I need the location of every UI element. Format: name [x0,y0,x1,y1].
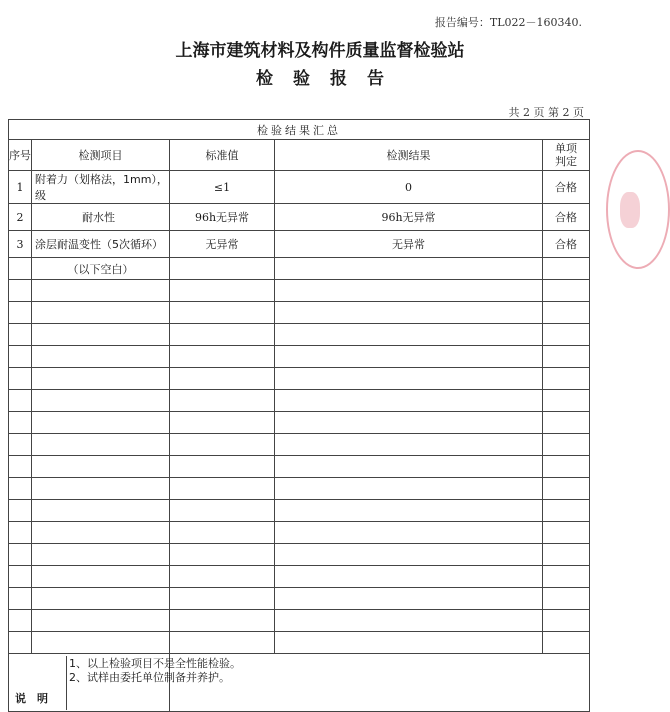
empty-row [9,478,590,500]
header-item: 检测项目 [32,140,170,171]
notes-label-text: 说 明 [9,656,67,710]
notes-text [69,654,590,712]
empty-row [9,390,590,412]
empty-row [9,610,590,632]
empty-row [9,632,590,654]
empty-row [9,412,590,434]
empty-row [9,324,590,346]
header-judgment-line2: 判定 [555,155,577,168]
header-seq: 序号 [9,140,32,171]
row-seq: 1 [9,171,32,204]
empty-row [9,346,590,368]
row-result: 96h无异常 [275,204,543,231]
report-title: 检验报告 [256,69,404,89]
row-item: 涂层耐温变性（5次循环） [32,231,170,258]
empty-row [9,566,590,588]
row-item: 附着力（划格法，1mm），级 [32,171,170,204]
table-row [9,171,590,204]
row-judgment: 合格 [543,204,590,231]
table-caption: 检验结果汇总 [9,120,590,140]
row-judgment: 合格 [543,231,590,258]
empty-row [9,302,590,324]
empty-row [9,588,590,610]
empty-row [9,522,590,544]
empty-row [9,434,590,456]
row-standard: 96h无异常 [170,204,275,231]
institution-name: 上海市建筑材料及构件质量监督检验站 [175,41,465,61]
results-table [8,119,590,712]
row-standard: ≤1 [170,171,275,204]
report-number: 报告编号：TL022－160340. [434,16,582,29]
header-result: 检测结果 [275,140,543,171]
blank-marker: （以下空白） [32,258,170,280]
row-standard: 无异常 [170,231,275,258]
row-seq: 2 [9,204,32,231]
empty-row [9,280,590,302]
table-row [9,231,590,258]
header-judgment [543,140,590,171]
row-item: 耐水性 [32,204,170,231]
note-line: 2、试样由委托单位制备并养护。 [69,671,230,684]
row-result: 0 [275,171,543,204]
page-info: 共 2 页 第 2 页 [508,106,584,119]
row-judgment: 合格 [543,171,590,204]
empty-row [9,500,590,522]
header-standard: 标准值 [170,140,275,171]
official-stamp [606,150,670,269]
empty-row [9,368,590,390]
header-judgment-line1: 单项 [555,142,577,155]
row-seq: 3 [9,231,32,258]
empty-row [9,544,590,566]
empty-row [9,456,590,478]
table-row [9,204,590,231]
note-line: 1、以上检验项目不是全性能检验。 [69,657,241,670]
row-result: 无异常 [275,231,543,258]
table-row [9,258,590,280]
